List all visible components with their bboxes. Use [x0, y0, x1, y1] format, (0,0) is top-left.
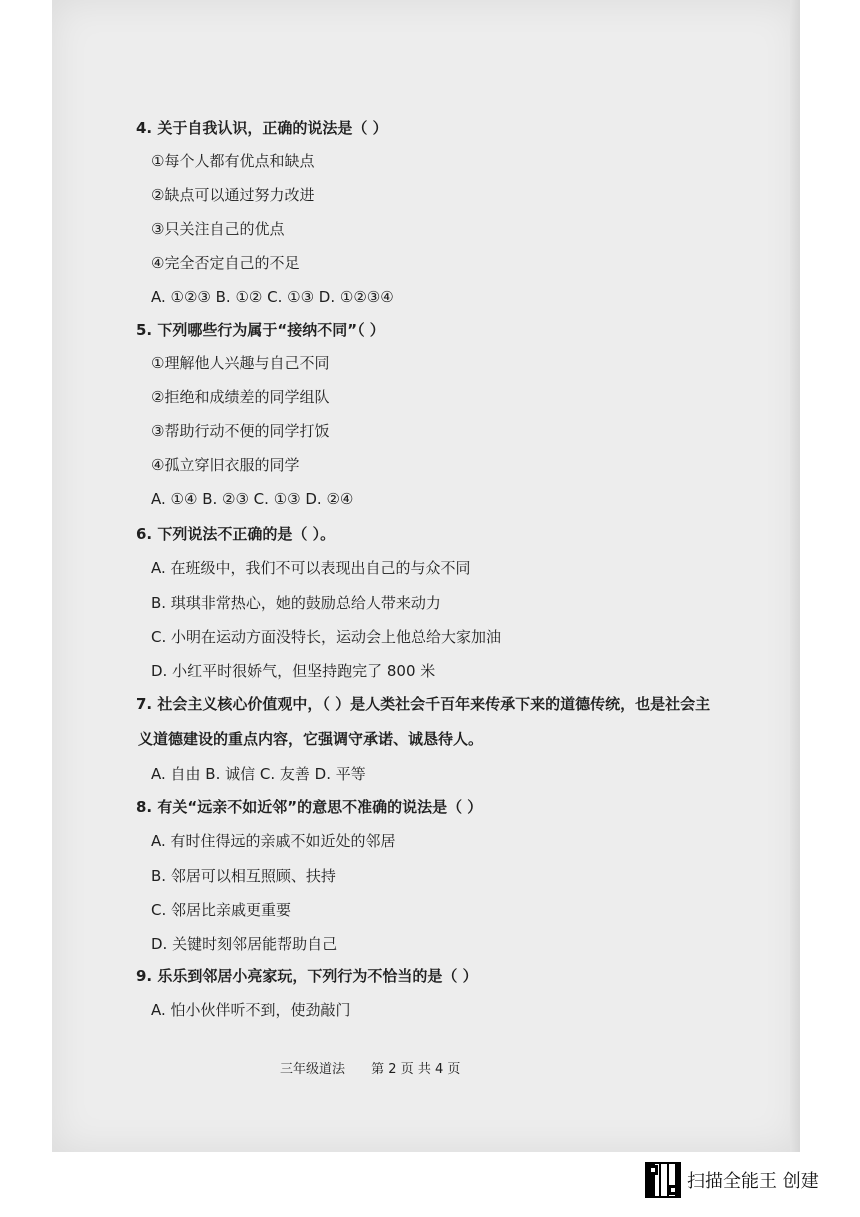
question-4-item-2: ②缺点可以通过努力改进	[151, 186, 315, 204]
question-8-option-c: C. 邻居比亲戚更重要	[151, 901, 292, 919]
question-4-item-1: ①每个人都有优点和缺点	[151, 152, 315, 170]
question-4-stem: 4. 关于自我认识，正确的说法是（ ）	[136, 119, 388, 137]
page-footer	[280, 1058, 482, 1077]
question-6-option-b: B. 琪琪非常热心，她的鼓励总给人带来动力	[151, 594, 441, 612]
question-9-stem: 9. 乐乐到邻居小亮家玩，下列行为不恰当的是（ ）	[136, 967, 478, 985]
question-7-stem: 7. 社会主义核心价值观中，（ ）是人类社会千百年来传承下来的道德传统，也是社会主	[136, 695, 711, 713]
question-4-item-4: ④完全否定自己的不足	[151, 254, 300, 272]
question-8-stem: 8. 有关“远亲不如近邻”的意思不准确的说法是（ ）	[136, 798, 483, 816]
question-5-stem: 5. 下列哪些行为属于“接纳不同”（ ）	[136, 321, 385, 339]
qr-code-icon	[645, 1162, 681, 1198]
question-7-options: A. 自由 B. 诚信 C. 友善 D. 平等	[151, 765, 366, 783]
footer-subject: 三年级道法	[280, 1062, 346, 1077]
footer-page-number: 第 2 页 共 4 页	[371, 1062, 461, 1077]
question-6-stem: 6. 下列说法不正确的是（ ）。	[136, 525, 336, 543]
question-9-option-a: A. 怕小伙伴听不到，使劲敲门	[151, 1001, 351, 1019]
question-8-option-a: A. 有时住得远的亲戚不如近处的邻居	[151, 832, 396, 850]
page-edge	[790, 0, 800, 1152]
question-7-stem-continued: 义道德建设的重点内容，它强调守承诺、诚恳待人。	[138, 730, 484, 748]
question-6-option-c: C. 小明在运动方面没特长，运动会上他总给大家加油	[151, 628, 502, 646]
question-5-item-3: ③帮助行动不便的同学打饭	[151, 422, 330, 440]
question-8-option-d: D. 关键时刻邻居能帮助自己	[151, 935, 338, 953]
question-4-options: A. ①②③ B. ①② C. ①③ D. ①②③④	[151, 288, 394, 306]
question-6-option-a: A. 在班级中，我们不可以表现出自己的与众不同	[151, 559, 471, 577]
question-5-item-1: ①理解他人兴趣与自己不同	[151, 354, 330, 372]
scanner-watermark	[645, 1162, 819, 1198]
question-5-options: A. ①④ B. ②③ C. ①③ D. ②④	[151, 490, 354, 508]
question-5-item-4: ④孤立穿旧衣服的同学	[151, 456, 300, 474]
watermark-text: 扫描全能王 创建	[687, 1171, 819, 1192]
question-8-option-b: B. 邻居可以相互照顾、扶持	[151, 867, 336, 885]
question-6-option-d: D. 小红平时很娇气，但坚持跑完了 800 米	[151, 662, 436, 680]
question-5-item-2: ②拒绝和成绩差的同学组队	[151, 388, 330, 406]
question-4-item-3: ③只关注自己的优点	[151, 220, 285, 238]
